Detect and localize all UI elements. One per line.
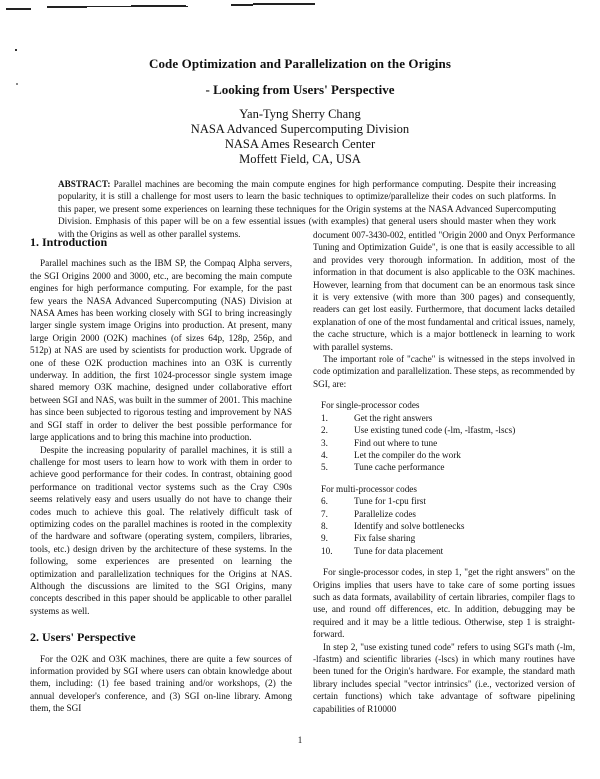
paragraph: Parallel machines such as the IBM SP, the Compaq Alpha servers, the SGI Origins 2000 and 3000, etc., are becoming the main compute engines for high performance computing. For example, for the past few years the NASA Advanced Supercomputing (NAS) Division at NASA Ames has been working closely with SGI to bring increasingly larger single system image Origins into production. At present, many large Origin 2000 (O2K) machines (of sizes 64p, 128p, 256p, and 512p) at NAS are used by scientists for production work. Upgrade of one of these O2K production machines into an O3K is currently underway. In addition, the first 1024-processor single system image shared memory O3K machine, designed under collaborative effort between SGI and NAS, was built in the summer of 2001. This machine has since been subjected to rigorous testing and improvement by NAS and SGI staff in order to deliver the best possible performance for large applications and to bring this machine into production. <box>30 258 292 443</box>
list-item: 5. Tune cache performance <box>321 462 445 473</box>
author-location: Moffett Field, CA, USA <box>239 152 361 166</box>
single-processor-steps <box>313 412 575 474</box>
abstract-text: Parallel machines are becoming the main compute engines for high performance computing. Despite their increasing popularity, it is still a challenge for most users to learn the basic techniques to optimize/parallelize their codes on such platforms. In this paper, we present some experiences on learning these techniques for the Origin systems at the NASA Advanced Supercomputing Division. Emphasis of this paper will be on a few essential issues (with examples) that general users should master when they work with the Origins as well as other parallel systems. <box>58 179 557 239</box>
author-name: Yan-Tyng Sherry Chang <box>239 107 361 121</box>
scan-artifact-line <box>253 3 315 5</box>
author-affiliation: NASA Advanced Supercomputing Division <box>190 122 410 136</box>
list-item: 6. Tune for 1-cpu first <box>321 496 426 507</box>
list-heading-multi: For multi-processor codes <box>321 483 417 494</box>
right-column <box>313 229 575 715</box>
paragraph: For single-processor codes, in step 1, "get the right answers" on the Origins implies that users have to take care of some porting issues such as data formats, availability of certain libraries, compiler flags to use, and round off differences, etc. In addition, debugging may be required and it may be a little tedious. Otherwise, step 1 is straight-forward. <box>313 567 575 640</box>
paper-subtitle: - Looking from Users' Perspective <box>205 82 395 97</box>
scan-artifact-line <box>231 4 253 6</box>
abstract-label: ABSTRACT: <box>58 179 111 189</box>
list-item: 2. Use existing tuned code (-lm, -lfastm, -lscs) <box>321 425 516 436</box>
page-number: 1 <box>297 735 303 745</box>
paper-title: Code Optimization and Parallelization on the Origins <box>148 56 452 71</box>
paragraph: In step 2, "use existing tuned code" refers to using SGI's math (-lm, -lfastm) and scientific libraries (-lscs) in which many routines have been tuned for the Origin's hardware. For example, the standard math library includes special "vector intrinsics" (i.e., vectorized version of certain functions) which take advantage of software pipelining capabilities of R10000 <box>313 641 575 714</box>
multi-processor-steps <box>313 495 575 557</box>
list-item: 1. Get the right answers <box>321 412 433 423</box>
paragraph: document 007-3430-002, entitled "Origin 2000 and Onyx Performance Tuning and Optimization Guide", is one that is easily accessible to all and provides very thorough information. In addition, most of the information in that document is also applicable to the O3K machines. However, learning from that document can be an enormous task since it is very extensive (with more than 300 pages) and consequently, readers can get lost easily. Furthermore, that document lacks detailed explanation of one of the most fundamental and critical issues, namely, the cache structure, which is a major bottleneck in learning to work with parallel systems. <box>313 230 575 352</box>
section-heading-introduction: 1. Introduction <box>30 235 108 249</box>
scan-artifact-line <box>131 5 186 7</box>
paragraph: For the O2K and O3K machines, there are quite a few sources of information provided by SGI where users can obtain knowledge about them, including: (1) fee based training and/or workshops, (2) the annual developer's conference, and (3) SGI on-line library. Among them, the SGI <box>30 653 292 714</box>
list-item: 3. Find out where to tune <box>321 437 438 448</box>
list-heading-single: For single-processor codes <box>321 400 420 411</box>
scan-artifact-dot <box>15 49 17 51</box>
scan-artifact-line <box>6 8 31 10</box>
paragraph: Despite the increasing popularity of parallel machines, it is still a challenge for most users to learn how to work with them in order to achieve good performance for their codes. In contrast, obtaining good performance on traditional vector systems such as the Cray C90s seems relatively easy and users usually do not have to change their codes much to achieve this goal. The relatively difficult task of optimizing codes on the parallel machines is rooted in the complexity of the hardware and software (operating system, compilers, libraries, tools, etc.) design driven by the architecture of these systems. In the following, some experiences are presented on learning the optimization and parallelization techniques for the Origins at NAS. Although the discussions are limited to the SGI Origins, many concepts described in this paper should be applicable to other parallel systems as well. <box>30 444 292 616</box>
paragraph: The important role of "cache" is witnessed in the steps involved in code optimization and parallelization. These steps, as recommended by SGI, are: <box>313 354 575 389</box>
list-item: 7. Parallelize codes <box>321 508 416 519</box>
list-item: 4. Let the compiler do the work <box>321 449 461 460</box>
list-item: 9. Fix false sharing <box>321 533 416 544</box>
author-affiliation: NASA Ames Research Center <box>224 137 376 151</box>
section-heading-users-perspective: 2. Users' Perspective <box>30 630 136 645</box>
left-column <box>30 236 292 715</box>
author-block <box>0 107 600 167</box>
list-item: 8. Identify and solve bottlenecks <box>321 520 465 531</box>
list-item: 10. Tune for data placement <box>321 545 444 556</box>
